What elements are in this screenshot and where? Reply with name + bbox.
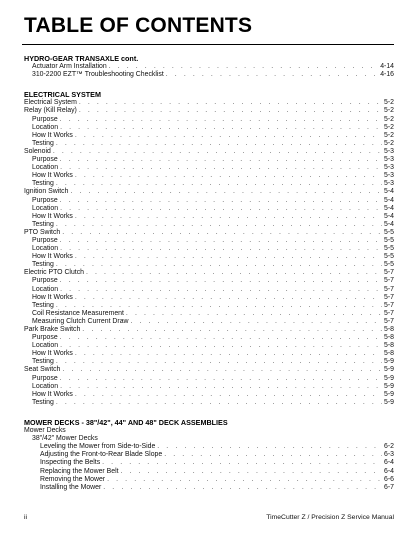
toc-entry[interactable] <box>24 451 394 459</box>
toc-entry[interactable] <box>24 269 394 277</box>
toc-entry-label: Testing <box>32 139 54 147</box>
dot-leader <box>75 213 382 221</box>
dot-leader <box>107 476 382 484</box>
toc-entry-page: 5-4 <box>384 220 394 228</box>
toc-entry-page: 5-7 <box>384 309 394 317</box>
toc-entry-label: Coil Resistance Measurement <box>32 309 124 317</box>
dot-leader <box>53 148 382 156</box>
dot-leader <box>56 399 382 407</box>
toc-entry-label: Location <box>32 204 59 212</box>
dot-leader <box>75 132 382 140</box>
toc-entry[interactable] <box>24 326 394 334</box>
toc-entry-label: Inspecting the Belts <box>40 459 101 467</box>
toc-entry-label: Location <box>32 285 59 293</box>
toc-entry[interactable] <box>24 71 394 79</box>
toc-entry-label: Actuator Arm Installation <box>32 63 107 71</box>
toc-entry-label: 310-2200 EZT™ Troubleshooting Checklist <box>32 71 164 79</box>
page-footer <box>24 514 394 521</box>
toc-entry-label: Location <box>32 245 59 253</box>
dot-leader <box>60 383 382 391</box>
toc-entry-label: Electrical System <box>24 99 77 107</box>
toc-entry-label: Installing the Mower <box>40 483 102 491</box>
toc-entry[interactable] <box>24 435 394 443</box>
toc-entry-page: 5-3 <box>384 164 394 172</box>
section-heading: ELECTRICAL SYSTEM <box>24 90 101 100</box>
toc-entry-page: 5-9 <box>384 382 394 390</box>
toc-entry[interactable] <box>24 205 394 213</box>
toc-entry-page: 5-2 <box>384 123 394 131</box>
toc-entry[interactable] <box>24 148 394 156</box>
toc-entry[interactable] <box>24 350 394 358</box>
dot-leader <box>157 443 382 451</box>
toc-entry[interactable] <box>24 124 394 132</box>
toc-entry-page: 5-3 <box>384 156 394 164</box>
dot-leader <box>166 71 378 79</box>
toc-entry[interactable] <box>24 140 394 148</box>
toc-entry-page: 5-8 <box>384 334 394 342</box>
toc-entry-label: Location <box>32 123 59 131</box>
toc-entry[interactable] <box>24 277 394 285</box>
toc-entry-page: 5-7 <box>384 293 394 301</box>
dot-leader <box>102 459 382 467</box>
toc-entry-label: Purpose <box>32 196 58 204</box>
toc-entry-label: Leveling the Mower from Side-to-Side <box>40 443 156 451</box>
toc-entry[interactable] <box>24 310 394 318</box>
toc-entry[interactable] <box>24 245 394 253</box>
toc-entry-page: 5-4 <box>384 212 394 220</box>
toc-entry-page: 5-3 <box>384 180 394 188</box>
toc-entry[interactable] <box>24 237 394 245</box>
toc-entry-label: Purpose <box>32 334 58 342</box>
toc-entry[interactable] <box>24 302 394 310</box>
toc-entry-page: 6-6 <box>384 475 394 483</box>
dot-leader <box>62 366 382 374</box>
dot-leader <box>60 277 382 285</box>
dot-leader <box>164 451 382 459</box>
toc-entry-page: 5-7 <box>384 277 394 285</box>
toc-entry-page: 5-9 <box>384 398 394 406</box>
toc-entry-label: Testing <box>32 220 54 228</box>
toc-entry-label: Measuring Clutch Current Draw <box>32 317 129 325</box>
toc-entry[interactable] <box>24 375 394 383</box>
dot-leader <box>60 375 382 383</box>
toc-entry-label: Solenoid <box>24 147 51 155</box>
toc-entry-page: 4-16 <box>380 71 394 79</box>
toc-entry-page: 5-9 <box>384 366 394 374</box>
toc-entry-label: Replacing the Mower Belt <box>40 467 119 475</box>
dot-leader <box>60 156 382 164</box>
dot-leader <box>60 164 382 172</box>
dot-leader <box>75 253 382 261</box>
toc-entry-label: How It Works <box>32 172 73 180</box>
toc-entry-label: Testing <box>32 398 54 406</box>
toc-entry-page: 5-2 <box>384 107 394 115</box>
toc-entry[interactable] <box>24 383 394 391</box>
toc-entry[interactable] <box>24 358 394 366</box>
toc-entry-label: Testing <box>32 261 54 269</box>
page-title: TABLE OF CONTENTS <box>24 14 253 37</box>
toc-entry-page: 6-3 <box>384 451 394 459</box>
toc-entry-page: 5-5 <box>384 245 394 253</box>
toc-entry[interactable] <box>24 391 394 399</box>
dot-leader <box>60 205 382 213</box>
dot-leader <box>79 99 382 107</box>
toc-entry-page: 5-4 <box>384 204 394 212</box>
dot-leader <box>79 107 382 115</box>
dot-leader <box>131 318 383 326</box>
toc-entry-label: Testing <box>32 180 54 188</box>
toc-entry[interactable] <box>24 116 394 124</box>
toc-entry-page: 5-7 <box>384 317 394 325</box>
toc-entry-label: Purpose <box>32 156 58 164</box>
dot-leader <box>60 116 382 124</box>
toc-entry-label: How It Works <box>32 293 73 301</box>
title-rule <box>22 44 394 45</box>
toc-entry-page: 5-8 <box>384 342 394 350</box>
dot-leader <box>75 350 382 358</box>
toc-entry-label: Mower Decks <box>24 427 66 435</box>
toc-entry[interactable] <box>24 213 394 221</box>
toc-entry-label: Location <box>32 164 59 172</box>
toc-entry[interactable] <box>24 459 394 467</box>
toc-entry-label: How It Works <box>32 390 73 398</box>
toc-entry-label: Location <box>32 342 59 350</box>
dot-leader <box>60 334 382 342</box>
toc-entry-page: 5-9 <box>384 374 394 382</box>
toc-entry-page: 5-3 <box>384 172 394 180</box>
toc-entry[interactable] <box>24 342 394 350</box>
dot-leader <box>70 188 382 196</box>
toc-entry-page: 5-2 <box>384 115 394 123</box>
toc-entry-page: 5-5 <box>384 236 394 244</box>
dot-leader <box>60 245 382 253</box>
toc-entry-label: Ignition Switch <box>24 188 69 196</box>
toc-entry[interactable] <box>24 334 394 342</box>
toc-entry-label: Relay (Kill Relay) <box>24 107 77 115</box>
toc-entry[interactable] <box>24 286 394 294</box>
toc-entry-page: 6-4 <box>384 459 394 467</box>
toc-entry-page: 5-9 <box>384 390 394 398</box>
toc-entry-label: Purpose <box>32 277 58 285</box>
toc-entry-page: 5-8 <box>384 350 394 358</box>
toc-entry-label: How It Works <box>32 212 73 220</box>
toc-entry[interactable] <box>24 132 394 140</box>
toc-entry-label: PTO Switch <box>24 228 61 236</box>
dot-leader <box>60 342 382 350</box>
toc-entry-label: Purpose <box>32 236 58 244</box>
dot-leader <box>75 172 382 180</box>
dot-leader <box>60 197 382 205</box>
dot-leader <box>56 358 382 366</box>
toc-entry-page: 5-4 <box>384 196 394 204</box>
toc-entry-page: 5-3 <box>384 147 394 155</box>
toc-entry-label: Seat Switch <box>24 366 61 374</box>
toc-entry[interactable] <box>24 180 394 188</box>
dot-leader <box>82 326 382 334</box>
toc-entry-page: 6-7 <box>384 483 394 491</box>
toc-entry[interactable] <box>24 156 394 164</box>
toc-entry-page: 5-9 <box>384 358 394 366</box>
dot-leader <box>56 140 382 148</box>
toc-entry-page: 5-5 <box>384 261 394 269</box>
dot-leader <box>86 269 382 277</box>
toc-entry-page: 5-5 <box>384 253 394 261</box>
toc-entry-page: 4-14 <box>380 63 394 71</box>
toc-entry-label: Removing the Mower <box>40 475 106 483</box>
toc-entry-label: How It Works <box>32 350 73 358</box>
toc-entry-page: 5-8 <box>384 326 394 333</box>
section-heading: MOWER DECKS - 38"/42", 44" AND 48" DECK ASSEMBLIES <box>24 417 228 427</box>
toc-entry[interactable] <box>24 229 394 237</box>
dot-leader <box>126 310 382 318</box>
toc-entry-page: 5-2 <box>384 131 394 139</box>
toc-entry[interactable] <box>24 221 394 229</box>
toc-entry[interactable] <box>24 261 394 269</box>
toc-entry-label: Adjusting the Front-to-Rear Blade Slope <box>40 451 163 459</box>
toc-entry-page: 6-2 <box>384 443 394 451</box>
toc-entry[interactable] <box>24 197 394 205</box>
dot-leader <box>56 221 382 229</box>
dot-leader <box>60 286 382 294</box>
dot-leader <box>56 180 382 188</box>
footer-manual-title: TimeCutter Z / Precision Z Service Manual <box>266 514 394 521</box>
toc-entry[interactable] <box>24 476 394 484</box>
dot-leader <box>60 124 382 132</box>
toc-entry[interactable] <box>24 294 394 302</box>
toc-entry[interactable] <box>24 366 394 374</box>
table-of-contents <box>24 55 394 492</box>
toc-entry-label: Testing <box>32 301 54 309</box>
toc-entry-page: 5-7 <box>384 301 394 309</box>
toc-entry[interactable] <box>24 253 394 261</box>
toc-entry[interactable] <box>24 443 394 451</box>
toc-entry-page: 5-7 <box>384 285 394 293</box>
dot-leader <box>56 261 382 269</box>
toc-entry-label: 38"/42" Mower Decks <box>32 435 98 443</box>
toc-entry-label: How It Works <box>32 131 73 139</box>
toc-entry[interactable] <box>24 484 394 492</box>
dot-leader <box>56 302 382 310</box>
toc-entry-label: How It Works <box>32 253 73 261</box>
toc-entry[interactable] <box>24 172 394 180</box>
toc-entry-label: Location <box>32 382 59 390</box>
dot-leader <box>60 237 382 245</box>
section-heading: HYDRO-GEAR TRANSAXLE cont. <box>24 54 139 63</box>
dot-leader <box>103 484 382 492</box>
dot-leader <box>62 229 382 237</box>
toc-entry-label: Electric PTO Clutch <box>24 269 84 277</box>
toc-entry[interactable] <box>24 188 394 196</box>
toc-entry[interactable] <box>24 107 394 115</box>
toc-entry-page: 5-2 <box>384 99 394 107</box>
dot-leader <box>75 391 382 399</box>
dot-leader <box>121 468 383 476</box>
footer-page-number: ii <box>24 514 28 521</box>
toc-entry-label: Purpose <box>32 115 58 123</box>
toc-entry[interactable] <box>24 399 394 407</box>
toc-entry-label: Testing <box>32 358 54 366</box>
toc-entry[interactable] <box>24 164 394 172</box>
toc-entry-page: 6-4 <box>384 467 394 475</box>
toc-entry-page: 5-4 <box>384 188 394 196</box>
toc-entry-page: 5-5 <box>384 228 394 236</box>
toc-entry-page: 5-2 <box>384 139 394 147</box>
toc-entry-page: 5-7 <box>384 269 394 277</box>
dot-leader <box>75 294 382 302</box>
toc-entry-label: Park Brake Switch <box>24 326 81 333</box>
toc-entry[interactable] <box>24 427 394 435</box>
toc-entry[interactable] <box>24 468 394 476</box>
dot-leader <box>109 63 379 71</box>
toc-entry[interactable] <box>24 99 394 107</box>
toc-entry[interactable] <box>24 318 394 326</box>
toc-entry[interactable] <box>24 63 394 71</box>
toc-entry-label: Purpose <box>32 374 58 382</box>
